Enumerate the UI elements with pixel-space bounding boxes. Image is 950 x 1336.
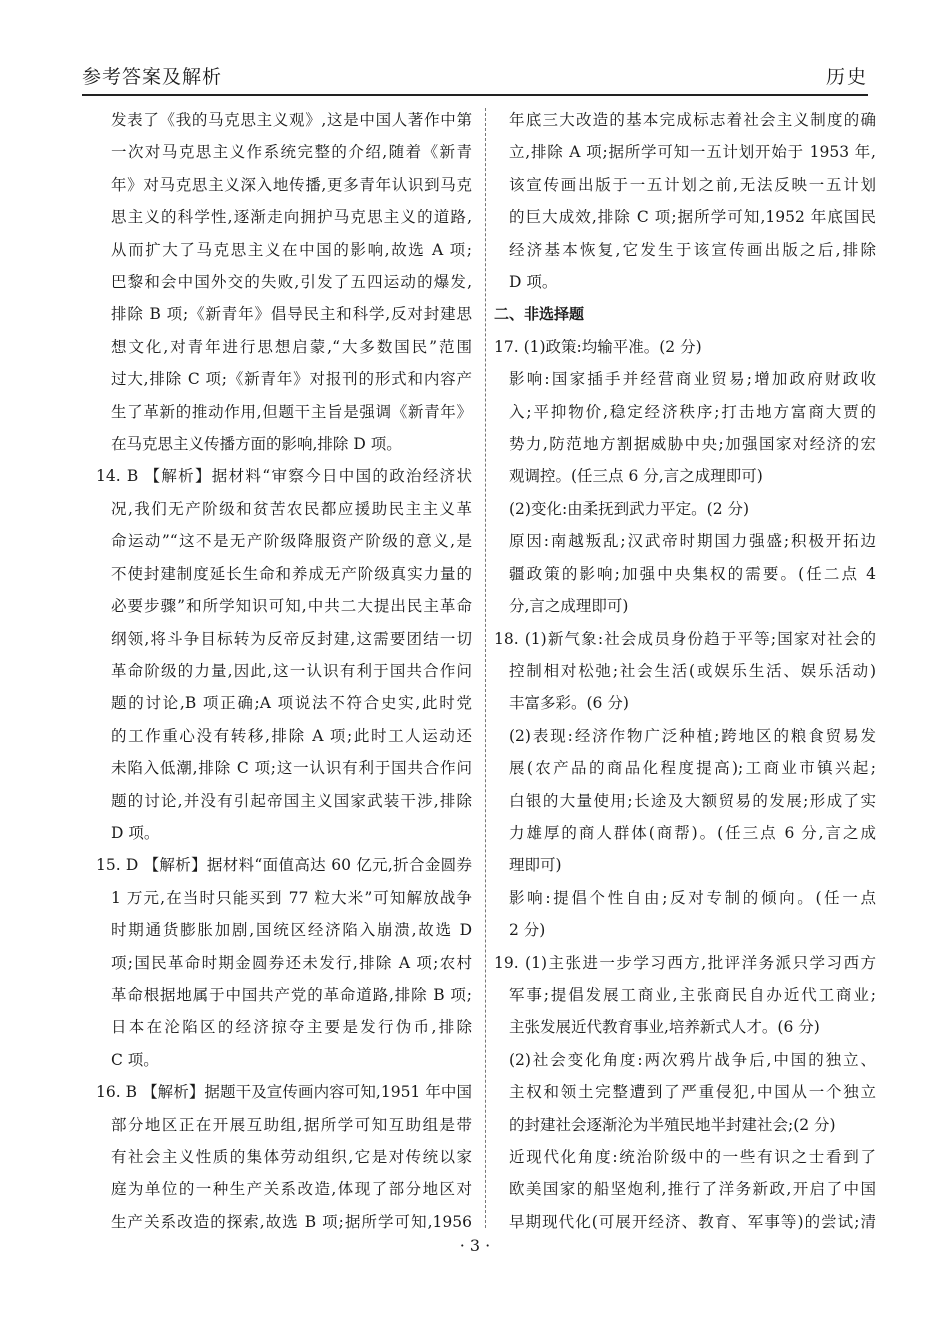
text-line: 疆政策的影响;加强中央集权的需要。(任二点 4 bbox=[509, 564, 876, 583]
text-line: 欧美国家的船坚炮利,推行了洋务新政,开启了中国 bbox=[509, 1180, 876, 1199]
text-line: 17. (1)政策:均输平准。(2 分) bbox=[494, 337, 702, 356]
text-line: 题的讨论,并没有引起帝国主义国家武装干涉,排除 bbox=[111, 791, 472, 810]
header-subject: 历史 bbox=[825, 66, 868, 88]
text-line: 排除 B 项;《新青年》倡导民主和科学,反对封建思 bbox=[111, 305, 472, 324]
text-line: 主权和领土完整遭到了严重侵犯,中国从一个独立 bbox=[509, 1083, 876, 1102]
text-line: 不使封建制度延长生命和养成无产阶级真实力量的 bbox=[111, 564, 472, 583]
text-line: (2)变化:由柔抚到武力平定。(2 分) bbox=[509, 499, 750, 518]
text-line: 分,言之成理即可) bbox=[509, 597, 629, 616]
text-line: 入;平抑物价,稳定经济秩序;打击地方富商大贾的 bbox=[509, 402, 876, 421]
text-line: D 项。 bbox=[509, 273, 558, 292]
text-line: 的巨大成效,排除 C 项;据所学可知,1952 年底国民 bbox=[509, 208, 876, 227]
text-line: 观调控。(任三点 6 分,言之成理即可) bbox=[509, 467, 763, 486]
text-line: 该宣传画出版于一五计划之前,无法反映一五计划 bbox=[509, 175, 876, 194]
text-line: 14. B 【解析】据材料“审察今日中国的政治经济状 bbox=[96, 467, 472, 486]
text-line: 展(农产品的商品化程度提高);工商业市镇兴起; bbox=[509, 759, 876, 778]
left-column bbox=[96, 104, 472, 1238]
text-line: 命运动”“这不是无产阶级降服资产阶级的意义,是 bbox=[111, 532, 472, 551]
text-line: (2)社会变化角度:两次鸦片战争后,中国的独立、 bbox=[509, 1050, 876, 1069]
text-line: 项;国民革命时期金圆券还未发行,排除 A 项;农村 bbox=[111, 953, 472, 972]
text-line: 18. (1)新气象:社会成员身份趋于平等;国家对社会的 bbox=[494, 629, 876, 648]
page-header bbox=[82, 60, 868, 96]
text-line: 影响:国家插手并经营商业贸易;增加政府财政收 bbox=[509, 370, 876, 389]
text-line: 近现代化角度:统治阶级中的一些有识之士看到了 bbox=[509, 1148, 876, 1166]
text-line: 年》对马克思主义深入地传播,更多青年认识到马克 bbox=[111, 175, 472, 194]
text-line: 主张发展近代教育事业,培养新式人才。(6 分) bbox=[509, 1018, 820, 1037]
text-line: 白银的大量使用;长途及大额贸易的发展;形成了实 bbox=[509, 791, 876, 810]
text-line: (2)表现:经济作物广泛种植;跨地区的粮食贸易发 bbox=[509, 726, 876, 745]
text-line: 1 万元,在当时只能买到 77 粒大米”可知解放战争 bbox=[111, 888, 472, 907]
text-line: 丰富多彩。(6 分) bbox=[509, 694, 629, 713]
text-line: 二、非选择题 bbox=[494, 305, 585, 324]
text-line: 早期现代化(可展开经济、教育、军事等)的尝试;清 bbox=[509, 1212, 876, 1231]
column-divider bbox=[485, 108, 486, 1228]
text-line: 生了革新的推动作用,但题干主旨是强调《新青年》 bbox=[111, 402, 472, 421]
text-line: 想文化,对青年进行思想启蒙,“大多数国民”范围 bbox=[111, 337, 472, 356]
text-line: 部分地区正在开展互助组,据所学可知互助组是带 bbox=[111, 1115, 472, 1134]
text-line: 的工作重心没有转移,排除 A 项;此时工人运动还 bbox=[111, 726, 472, 745]
text-line: 生产关系改造的探索,故选 B 项;据所学可知,1956 bbox=[111, 1212, 472, 1231]
text-line: 革命阶级的力量,因此,这一认识有利于国共合作问 bbox=[111, 661, 472, 680]
text-line: 年底三大改造的基本完成标志着社会主义制度的确 bbox=[509, 111, 876, 129]
header-title: 参考答案及解析 bbox=[82, 66, 223, 88]
text-line: 在马克思主义传播方面的影响,排除 D 项。 bbox=[111, 435, 402, 454]
text-line: 的封建社会逐渐沦为半殖民地半封建社会;(2 分) bbox=[509, 1115, 836, 1134]
text-line: 纲领,将斗争目标转为反帝反封建,这需要团结一切 bbox=[111, 629, 472, 648]
text-line: 革命根据地属于中国共产党的革命道路,排除 B 项; bbox=[111, 985, 472, 1004]
text-line: 立,排除 A 项;据所学可知一五计划开始于 1953 年, bbox=[509, 143, 876, 162]
text-line: 时期通货膨胀加剧,国统区经济陷入崩溃,故选 D bbox=[111, 921, 472, 940]
text-line: 军事;提倡发展工商业,主张商民自办近代工商业; bbox=[509, 985, 876, 1004]
text-line: 影响:提倡个性自由;反对专制的倾向。(任一点 bbox=[509, 888, 876, 907]
text-line: D 项。 bbox=[111, 823, 160, 842]
text-line: 从而扩大了马克思主义在中国的影响,故选 A 项; bbox=[111, 240, 472, 259]
text-line: 力雄厚的商人群体(商帮)。(任三点 6 分,言之成 bbox=[509, 823, 876, 842]
text-line: 19. (1)主张进一步学习西方,批评洋务派只学习西方 bbox=[494, 953, 876, 972]
right-column bbox=[494, 104, 876, 1238]
text-line: 况,我们无产阶级和贫苦农民都应援助民主主义革 bbox=[111, 499, 472, 518]
text-line: 经济基本恢复,它发生于该宣传画出版之后,排除 bbox=[509, 240, 876, 259]
page-number: · 3 · bbox=[459, 1236, 491, 1255]
text-line: 过大,排除 C 项;《新青年》对报刊的形式和内容产 bbox=[111, 370, 472, 389]
text-line: 2 分) bbox=[509, 921, 546, 940]
text-line: 势力,防范地方割据威胁中央;加强国家对经济的宏 bbox=[509, 435, 876, 454]
text-line: 题的讨论,B 项正确;A 项说法不符合史实,此时党 bbox=[111, 694, 472, 713]
text-line: 一次对马克思主义作系统完整的介绍,随着《新青 bbox=[111, 143, 472, 162]
text-line: 巴黎和会中国外交的失败,引发了五四运动的爆发, bbox=[111, 273, 472, 292]
text-line: 16. B 【解析】据题干及宣传画内容可知,1951 年中国 bbox=[96, 1083, 472, 1102]
text-line: 控制相对松弛;社会生活(或娱乐生活、娱乐活动) bbox=[509, 661, 876, 680]
text-line: 思主义的科学性,逐渐走向拥护马克思主义的道路, bbox=[111, 208, 472, 227]
text-line: 原因:南越叛乱;汉武帝时期国力强盛;积极开拓边 bbox=[509, 532, 876, 551]
text-line: C 项。 bbox=[111, 1050, 159, 1069]
text-line: 15. D 【解析】据材料“面值高达 60 亿元,折合金圆券 bbox=[96, 856, 472, 875]
text-line: 未陷入低潮,排除 C 项;这一认识有利于国共合作问 bbox=[111, 759, 472, 778]
text-line: 必要步骤”和所学知识可知,中共二大提出民主革命 bbox=[111, 597, 472, 616]
text-line: 理即可) bbox=[509, 856, 562, 875]
text-line: 发表了《我的马克思主义观》,这是中国人著作中第 bbox=[111, 111, 472, 129]
text-line: 庭为单位的一种生产关系改造,体现了部分地区对 bbox=[111, 1180, 472, 1199]
text-line: 有社会主义性质的集体劳动组织,它是对传统以家 bbox=[111, 1148, 472, 1166]
text-line: 日本在沦陷区的经济掠夺主要是发行伪币,排除 bbox=[111, 1018, 472, 1037]
